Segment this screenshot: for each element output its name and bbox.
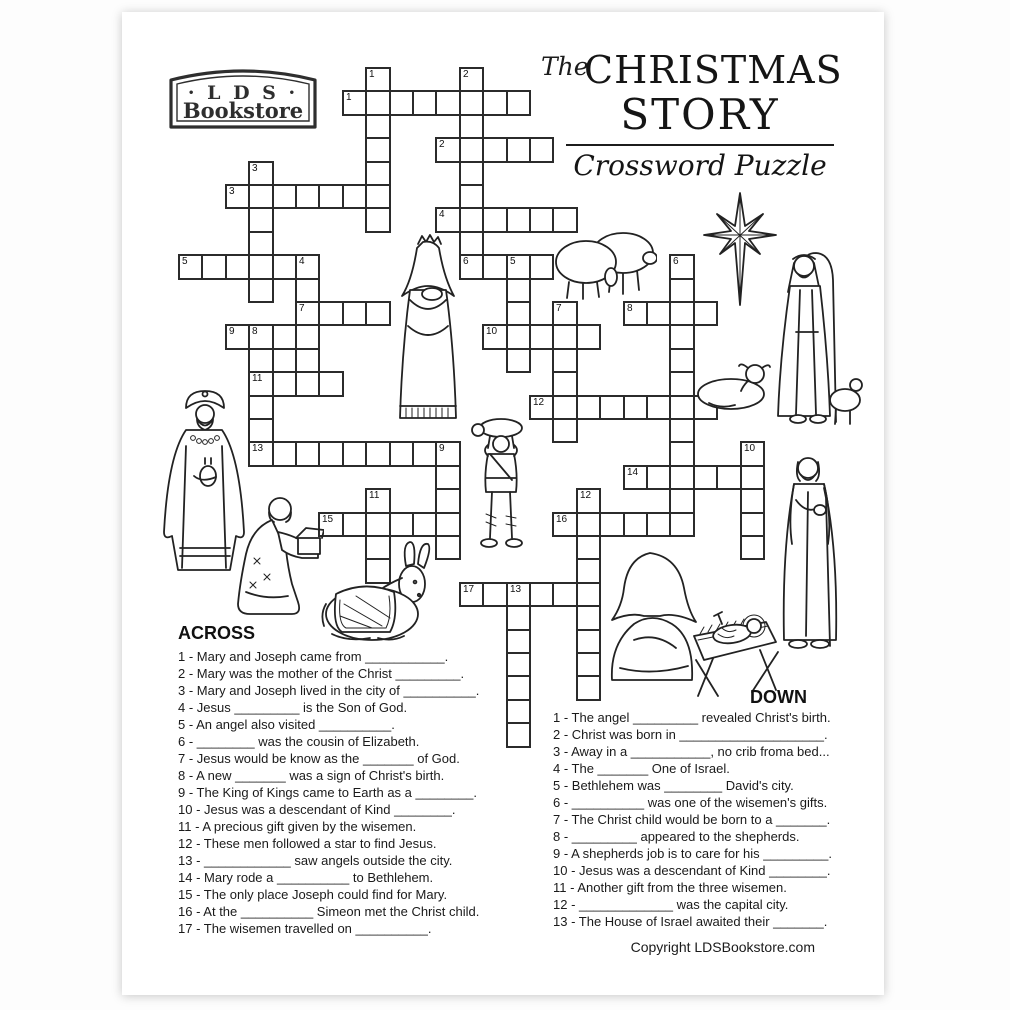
cell-number: 7 — [299, 303, 305, 314]
grid-cell[interactable] — [459, 67, 484, 92]
grid-cell[interactable] — [669, 324, 695, 350]
cell-number: 5 — [182, 256, 188, 267]
mary-standing-figure — [388, 230, 468, 432]
cell-number: 3 — [252, 163, 258, 174]
grid-cell[interactable] — [623, 512, 648, 537]
grid-cell[interactable] — [599, 512, 625, 537]
grid-cell[interactable] — [623, 395, 648, 420]
grid-cell[interactable] — [295, 371, 320, 397]
grid-cell[interactable] — [506, 207, 531, 233]
grid-cell[interactable] — [506, 254, 531, 280]
grid-cell[interactable] — [506, 629, 531, 654]
grid-cell[interactable] — [365, 441, 391, 467]
down-clue: 2 - Christ was born in ____________________. — [553, 727, 828, 742]
grid-cell[interactable] — [576, 324, 601, 350]
grid-cell[interactable] — [506, 348, 531, 373]
title-subtitle: Crossword Puzzle — [573, 149, 827, 182]
down-clue: 5 - Bethlehem was ________ David's city. — [553, 778, 794, 793]
grid-cell[interactable] — [646, 301, 671, 326]
grid-cell[interactable] — [529, 254, 554, 280]
grid-cell[interactable] — [342, 90, 367, 116]
across-clue: 8 - A new _______ was a sign of Christ's birth. — [178, 768, 445, 783]
grid-cell[interactable] — [365, 67, 391, 92]
grid-cell[interactable] — [412, 441, 437, 467]
cell-number: 12 — [580, 490, 592, 501]
grid-cell[interactable] — [506, 278, 531, 303]
grid-cell[interactable] — [482, 90, 508, 116]
cell-number: 14 — [627, 467, 639, 478]
grid-cell[interactable] — [248, 231, 274, 256]
grid-cell[interactable] — [623, 301, 648, 326]
grid-cell[interactable] — [669, 254, 695, 280]
across-clue: 16 - At the __________ Simeon met the Christ child. — [178, 904, 480, 919]
grid-cell[interactable] — [178, 254, 203, 280]
grid-cell[interactable] — [552, 301, 578, 326]
across-clue: 2 - Mary was the mother of the Christ _________. — [178, 666, 465, 681]
grid-cell[interactable] — [389, 441, 414, 467]
grid-cell[interactable] — [552, 324, 578, 350]
grid-cell[interactable] — [225, 254, 250, 280]
grid-cell[interactable] — [459, 137, 484, 163]
grid-cell[interactable] — [272, 441, 297, 467]
grid-cell[interactable] — [435, 137, 461, 163]
grid-cell[interactable] — [576, 512, 601, 537]
lamb-lying-icon — [695, 358, 771, 412]
grid-cell[interactable] — [248, 161, 274, 186]
grid-cell[interactable] — [506, 301, 531, 326]
grid-cell[interactable] — [342, 441, 367, 467]
across-clue: 15 - The only place Joseph could find for Mary. — [178, 887, 448, 902]
title-divider — [566, 144, 834, 146]
across-clue: 17 - The wisemen travelled on __________. — [178, 921, 432, 936]
grid-cell[interactable] — [318, 184, 344, 209]
grid-cell[interactable] — [506, 137, 531, 163]
across-clue: 11 - A precious gift given by the wisemen. — [178, 819, 417, 834]
across-clue-list — [178, 648, 479, 937]
grid-cell[interactable] — [623, 465, 648, 490]
cell-number: 11 — [369, 490, 380, 501]
grid-cell[interactable] — [482, 254, 508, 280]
grid-cell[interactable] — [365, 137, 391, 163]
grid-cell[interactable] — [342, 512, 367, 537]
cell-number: 4 — [439, 209, 445, 220]
grid-cell[interactable] — [272, 371, 297, 397]
grid-cell[interactable] — [552, 582, 578, 607]
cell-number: 1 — [369, 69, 375, 80]
cell-number: 3 — [229, 186, 235, 197]
grid-cell[interactable] — [669, 488, 695, 514]
grid-cell[interactable] — [506, 699, 531, 724]
grid-cell[interactable] — [669, 395, 695, 420]
cell-number: 7 — [556, 303, 562, 314]
down-clue: 3 - Away in a ___________, no crib froma bed... — [553, 744, 830, 759]
grid-cell[interactable] — [552, 371, 578, 397]
title-the: The — [541, 52, 589, 81]
grid-cell[interactable] — [389, 90, 414, 116]
across-clue: 9 - The King of Kings came to Earth as a ________. — [178, 785, 477, 800]
shepherd-with-crook — [760, 236, 864, 428]
cell-number: 2 — [439, 139, 445, 150]
grid-cell[interactable] — [318, 441, 344, 467]
grid-cell[interactable] — [576, 652, 601, 677]
cell-number: 15 — [322, 514, 334, 525]
down-clue: 11 - Another gift from the three wisemen. — [553, 880, 787, 895]
grid-cell[interactable] — [506, 605, 531, 631]
down-clue: 7 - The Christ child would be born to a _______. — [553, 812, 831, 827]
grid-cell[interactable] — [459, 90, 484, 116]
grid-cell[interactable] — [576, 629, 601, 654]
grid-cell[interactable] — [225, 184, 250, 209]
cell-number: 9 — [439, 443, 445, 454]
across-clue: 4 - Jesus _________ is the Son of God. — [178, 700, 408, 715]
grid-cell[interactable] — [552, 348, 578, 373]
grid-cell[interactable] — [225, 324, 250, 350]
joseph-standing — [762, 448, 862, 654]
down-clue: 6 - __________ was one of the wisemen's gifts. — [553, 795, 828, 810]
grid-cell[interactable] — [669, 278, 695, 303]
cell-number: 5 — [510, 256, 516, 267]
wiseman-kneeling — [222, 492, 324, 624]
grid-cell[interactable] — [576, 605, 601, 631]
cell-number: 10 — [744, 443, 756, 454]
grid-cell[interactable] — [576, 488, 601, 514]
grid-cell[interactable] — [435, 441, 461, 467]
grid-cell[interactable] — [529, 207, 554, 233]
grid-cell[interactable] — [669, 418, 695, 443]
cell-number: 2 — [463, 69, 469, 80]
grid-cell[interactable] — [248, 184, 274, 209]
grid-cell[interactable] — [435, 465, 461, 490]
grid-cell[interactable] — [576, 395, 601, 420]
donkey-with-blanket — [318, 538, 440, 644]
grid-cell[interactable] — [248, 254, 274, 280]
grid-cell[interactable] — [342, 301, 367, 326]
cell-number: 13 — [510, 584, 522, 595]
grid-cell[interactable] — [295, 348, 320, 373]
across-clue: 14 - Mary rode a __________ to Bethlehem. — [178, 870, 434, 885]
grid-cell[interactable] — [295, 441, 320, 467]
down-clue: 8 - _________ appeared to the shepherds. — [553, 829, 800, 844]
grid-cell[interactable] — [435, 512, 461, 537]
grid-cell[interactable] — [412, 90, 437, 116]
grid-cell[interactable] — [295, 254, 320, 280]
grid-cell[interactable] — [693, 465, 718, 490]
grid-cell[interactable] — [646, 512, 671, 537]
grid-cell[interactable] — [248, 278, 274, 303]
grid-cell[interactable] — [506, 722, 531, 748]
grid-cell[interactable] — [506, 324, 531, 350]
across-heading: ACROSS — [178, 623, 256, 643]
grid-cell[interactable] — [506, 652, 531, 677]
down-clue: 12 - _____________ was the capital city. — [553, 897, 789, 912]
grid-cell[interactable] — [482, 207, 508, 233]
grid-cell[interactable] — [716, 465, 742, 490]
down-clue: 1 - The angel _________ revealed Christ's birth. — [553, 710, 831, 725]
down-clue: 4 - The _______ One of Israel. — [553, 761, 730, 776]
title-line1: CHRISTMAS — [584, 48, 843, 92]
cell-number: 6 — [673, 256, 679, 267]
grid-cell[interactable] — [576, 582, 601, 607]
grid-cell[interactable] — [459, 184, 484, 209]
grid-cell[interactable] — [506, 582, 531, 607]
grid-cell[interactable] — [365, 90, 391, 116]
grid-cell[interactable] — [295, 301, 320, 326]
lds-bookstore-logo — [167, 58, 319, 132]
across-clue: 1 - Mary and Joseph came from ___________. — [178, 649, 449, 664]
grid-cell[interactable] — [646, 465, 671, 490]
grid-cell[interactable] — [529, 137, 554, 163]
across-clue: 6 - ________ was the cousin of Elizabeth. — [178, 734, 420, 749]
grid-cell[interactable] — [365, 114, 391, 139]
cell-number: 6 — [463, 256, 469, 267]
grid-cell[interactable] — [482, 137, 508, 163]
down-clue: 10 - Jesus was a descendant of Kind ________. — [553, 863, 831, 878]
grid-cell[interactable] — [599, 395, 625, 420]
grid-cell[interactable] — [669, 512, 695, 537]
grid-cell[interactable] — [552, 395, 578, 420]
cell-number: 10 — [486, 326, 498, 337]
grid-cell[interactable] — [248, 348, 274, 373]
across-clue: 12 - These men followed a star to find Jesus. — [178, 836, 437, 851]
grid-cell[interactable] — [529, 582, 554, 607]
copyright-text: Copyright LDSBookstore.com — [630, 939, 815, 955]
across-clue: 5 - An angel also visited __________. — [178, 717, 395, 732]
cell-number: 17 — [463, 584, 475, 595]
grid-cell[interactable] — [412, 512, 437, 537]
grid-cell[interactable] — [272, 254, 297, 280]
grid-cell[interactable] — [576, 535, 601, 560]
grid-cell[interactable] — [342, 184, 367, 209]
grid-cell[interactable] — [459, 114, 484, 139]
across-clue: 3 - Mary and Joseph lived in the city of __________. — [178, 683, 480, 698]
cell-number: 12 — [533, 397, 545, 408]
shepherd-boy-with-lamb — [462, 414, 540, 566]
grid-cell[interactable] — [435, 90, 461, 116]
across-clue: 13 - ____________ saw angels outside the city. — [178, 853, 453, 868]
grid-cell[interactable] — [506, 675, 531, 701]
grid-cell[interactable] — [365, 184, 391, 209]
grid-cell[interactable] — [318, 371, 344, 397]
down-heading: DOWN — [750, 687, 807, 707]
down-clue-list — [553, 709, 832, 930]
grid-cell[interactable] — [272, 324, 297, 350]
grid-cell[interactable] — [552, 512, 578, 537]
grid-cell[interactable] — [248, 324, 274, 350]
grid-cell[interactable] — [576, 558, 601, 584]
grid-cell[interactable] — [669, 301, 695, 326]
grid-cell[interactable] — [669, 371, 695, 397]
grid-cell[interactable] — [459, 161, 484, 186]
grid-cell[interactable] — [365, 161, 391, 186]
grid-cell[interactable] — [646, 395, 671, 420]
down-clue: 13 - The House of Israel awaited their _______. — [553, 914, 828, 929]
down-clue: 9 - A shepherds job is to care for his _________. — [553, 846, 832, 861]
grid-cell[interactable] — [576, 675, 601, 701]
logo-line1: · L D S · — [187, 82, 299, 104]
grid-cell[interactable] — [201, 254, 227, 280]
grid-cell[interactable] — [318, 301, 344, 326]
grid-cell[interactable] — [365, 512, 391, 537]
across-clue: 10 - Jesus was a descendant of Kind ________. — [178, 802, 456, 817]
cell-number: 11 — [252, 373, 263, 384]
grid-cell[interactable] — [365, 488, 391, 514]
cell-number: 1 — [346, 92, 352, 103]
grid-cell[interactable] — [272, 184, 297, 209]
cell-number: 13 — [252, 443, 264, 454]
cell-number: 4 — [299, 256, 305, 267]
cell-number: 9 — [229, 326, 235, 337]
grid-cell[interactable] — [459, 582, 484, 607]
cell-number: 8 — [252, 326, 258, 337]
grid-cell[interactable] — [669, 348, 695, 373]
cell-number: 8 — [627, 303, 633, 314]
grid-cell[interactable] — [295, 278, 320, 303]
grid-cell[interactable] — [552, 418, 578, 443]
grid-cell[interactable] — [482, 324, 508, 350]
sheep-pair-icon — [553, 220, 657, 300]
grid-cell[interactable] — [389, 512, 414, 537]
grid-cell[interactable] — [435, 488, 461, 514]
grid-cell[interactable] — [295, 324, 320, 350]
grid-cell[interactable] — [669, 441, 695, 467]
grid-cell[interactable] — [295, 184, 320, 209]
grid-cell[interactable] — [248, 207, 274, 233]
grid-cell[interactable] — [482, 582, 508, 607]
logo-line2: Bookstore — [182, 98, 304, 123]
grid-cell[interactable] — [506, 90, 531, 116]
cell-number: 16 — [556, 514, 568, 525]
title-line2: STORY — [620, 90, 780, 139]
grid-cell[interactable] — [529, 324, 554, 350]
across-clue: 7 - Jesus would be know as the _______ of God. — [178, 751, 460, 766]
grid-cell[interactable] — [669, 465, 695, 490]
